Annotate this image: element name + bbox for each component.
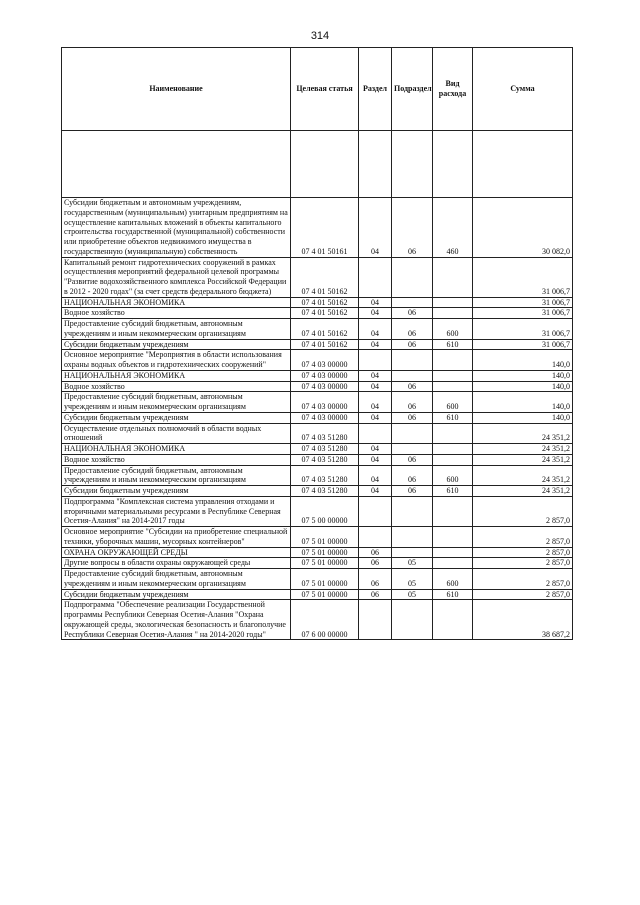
row-name: ОХРАНА ОКРУЖАЮЩЕЙ СРЕДЫ bbox=[62, 547, 291, 558]
table-row bbox=[62, 423, 573, 444]
row-vid: 600 bbox=[433, 465, 473, 486]
row-razdel: 06 bbox=[359, 558, 392, 569]
row-podrazdel: 05 bbox=[392, 589, 433, 600]
row-vid: 460 bbox=[433, 198, 473, 258]
row-sum: 140,0 bbox=[473, 392, 573, 413]
row-code: 07 4 01 50162 bbox=[291, 319, 359, 340]
row-razdel: 06 bbox=[359, 589, 392, 600]
row-code: 07 4 03 00000 bbox=[291, 392, 359, 413]
row-sum: 31 006,7 bbox=[473, 257, 573, 297]
table-row bbox=[62, 198, 573, 258]
table-header-row bbox=[62, 48, 573, 131]
header-name: Наименование bbox=[62, 48, 291, 131]
row-sum: 38 687,2 bbox=[473, 600, 573, 640]
spacer-cell bbox=[291, 131, 359, 198]
row-vid bbox=[433, 600, 473, 640]
row-code: 07 5 01 00000 bbox=[291, 569, 359, 590]
table-row bbox=[62, 319, 573, 340]
row-code: 07 4 03 00000 bbox=[291, 350, 359, 371]
row-podrazdel: 06 bbox=[392, 412, 433, 423]
row-vid bbox=[433, 257, 473, 297]
row-razdel: 04 bbox=[359, 381, 392, 392]
row-sum: 140,0 bbox=[473, 370, 573, 381]
row-podrazdel bbox=[392, 496, 433, 526]
table-row bbox=[62, 381, 573, 392]
row-sum: 2 857,0 bbox=[473, 589, 573, 600]
row-code: 07 4 01 50162 bbox=[291, 339, 359, 350]
spacer-cell bbox=[62, 131, 291, 198]
row-razdel: 04 bbox=[359, 319, 392, 340]
row-razdel: 04 bbox=[359, 308, 392, 319]
table-row bbox=[62, 589, 573, 600]
table-body bbox=[62, 131, 573, 640]
row-code: 07 4 01 50162 bbox=[291, 308, 359, 319]
table-row bbox=[62, 496, 573, 526]
row-podrazdel bbox=[392, 600, 433, 640]
row-code: 07 5 00 00000 bbox=[291, 496, 359, 526]
row-name: Водное хозяйство bbox=[62, 454, 291, 465]
row-razdel bbox=[359, 423, 392, 444]
row-sum: 2 857,0 bbox=[473, 496, 573, 526]
row-razdel bbox=[359, 257, 392, 297]
row-name: Подпрограмма "Обеспечение реализации Государственной программы Республики Северная Осетия-Алания "Охрана окружающей среды, экологическая безопасность и благополучие Республики Северная Осетия-Алания " на 2014-2020 годы" bbox=[62, 600, 291, 640]
header-razdel: Раздел bbox=[359, 48, 392, 131]
row-name: Водное хозяйство bbox=[62, 308, 291, 319]
row-vid bbox=[433, 547, 473, 558]
row-sum: 24 351,2 bbox=[473, 465, 573, 486]
row-sum: 140,0 bbox=[473, 381, 573, 392]
table-row bbox=[62, 569, 573, 590]
spacer-cell bbox=[473, 131, 573, 198]
row-sum: 31 006,7 bbox=[473, 297, 573, 308]
spacer-cell bbox=[359, 131, 392, 198]
row-vid: 610 bbox=[433, 589, 473, 600]
table-row bbox=[62, 600, 573, 640]
table-row bbox=[62, 350, 573, 371]
spacer-cell bbox=[433, 131, 473, 198]
row-vid bbox=[433, 496, 473, 526]
header-podrazdel: Подраздел bbox=[392, 48, 433, 131]
row-name: Субсидии бюджетным учреждениям bbox=[62, 486, 291, 497]
row-vid bbox=[433, 370, 473, 381]
table-row bbox=[62, 392, 573, 413]
row-vid bbox=[433, 423, 473, 444]
row-code: 07 4 01 50162 bbox=[291, 297, 359, 308]
table-row bbox=[62, 486, 573, 497]
row-razdel bbox=[359, 600, 392, 640]
row-sum: 140,0 bbox=[473, 412, 573, 423]
row-podrazdel: 06 bbox=[392, 319, 433, 340]
header-sum: Сумма bbox=[473, 48, 573, 131]
row-vid: 600 bbox=[433, 569, 473, 590]
row-podrazdel: 06 bbox=[392, 339, 433, 350]
row-code: 07 4 03 00000 bbox=[291, 381, 359, 392]
row-podrazdel: 05 bbox=[392, 558, 433, 569]
row-name: Другие вопросы в области охраны окружающей среды bbox=[62, 558, 291, 569]
row-code: 07 4 03 51280 bbox=[291, 423, 359, 444]
table-row bbox=[62, 558, 573, 569]
row-sum: 24 351,2 bbox=[473, 486, 573, 497]
row-razdel bbox=[359, 527, 392, 548]
row-vid bbox=[433, 350, 473, 371]
row-vid: 610 bbox=[433, 339, 473, 350]
table-row bbox=[62, 257, 573, 297]
row-podrazdel bbox=[392, 350, 433, 371]
row-name: Субсидии бюджетным учреждениям bbox=[62, 339, 291, 350]
row-razdel: 04 bbox=[359, 454, 392, 465]
row-razdel bbox=[359, 496, 392, 526]
row-name: Субсидии бюджетным и автономным учреждениям, государственным (муниципальным) унитарным предприятиям на осуществление капитальных вложений в объекты капитального строительства государственной (муниципальной) собственности или приобретение объектов недвижимого имущества в государственную (муниципальную) собственность bbox=[62, 198, 291, 258]
table-row bbox=[62, 308, 573, 319]
page-number: 314 bbox=[310, 30, 330, 42]
row-code: 07 4 01 50161 bbox=[291, 198, 359, 258]
row-razdel: 04 bbox=[359, 486, 392, 497]
header-code: Целевая статья bbox=[291, 48, 359, 131]
row-name: Субсидии бюджетным учреждениям bbox=[62, 412, 291, 423]
row-podrazdel bbox=[392, 370, 433, 381]
row-name: Субсидии бюджетным учреждениям bbox=[62, 589, 291, 600]
row-name: Осуществление отдельных полномочий в области водных отношений bbox=[62, 423, 291, 444]
row-name: Предоставление субсидий бюджетным, автономным учреждениям и иным некоммерческим организациям bbox=[62, 319, 291, 340]
row-podrazdel: 05 bbox=[392, 569, 433, 590]
spacer-row bbox=[62, 131, 573, 198]
table-row bbox=[62, 339, 573, 350]
row-podrazdel bbox=[392, 297, 433, 308]
row-code: 07 4 03 51280 bbox=[291, 444, 359, 455]
row-name: Предоставление субсидий бюджетным, автономным учреждениям и иным некоммерческим организациям bbox=[62, 569, 291, 590]
row-name: Подпрограмма "Комплексная система управления отходами и вторичными материальными ресурсами в Республике Северная Осетия-Алания" на 2014-2017 годы bbox=[62, 496, 291, 526]
table-row bbox=[62, 370, 573, 381]
row-razdel: 04 bbox=[359, 297, 392, 308]
row-code: 07 5 01 00000 bbox=[291, 558, 359, 569]
row-podrazdel: 06 bbox=[392, 392, 433, 413]
row-code: 07 4 03 00000 bbox=[291, 370, 359, 381]
row-sum: 2 857,0 bbox=[473, 558, 573, 569]
row-podrazdel: 06 bbox=[392, 198, 433, 258]
row-name: Основное мероприятие "Субсидии на приобретение специальной техники, уборочных машин, мусорных контейнеров" bbox=[62, 527, 291, 548]
row-vid: 610 bbox=[433, 486, 473, 497]
table-row bbox=[62, 454, 573, 465]
row-name: Водное хозяйство bbox=[62, 381, 291, 392]
row-name: Предоставление субсидий бюджетным, автономным учреждениям и иным некоммерческим организациям bbox=[62, 465, 291, 486]
row-sum: 24 351,2 bbox=[473, 423, 573, 444]
table-row bbox=[62, 444, 573, 455]
row-podrazdel bbox=[392, 423, 433, 444]
row-podrazdel: 06 bbox=[392, 486, 433, 497]
table-row bbox=[62, 547, 573, 558]
row-code: 07 5 01 00000 bbox=[291, 547, 359, 558]
row-name: Капитальный ремонт гидротехнических сооружений в рамках осуществления мероприятий федеральной целевой программы "Развитие водохозяйственного комплекса Российской Федерации в 2012 - 2020 годах" (за счет средств федерального бюджета) bbox=[62, 257, 291, 297]
row-razdel: 04 bbox=[359, 412, 392, 423]
row-vid bbox=[433, 444, 473, 455]
row-podrazdel bbox=[392, 547, 433, 558]
row-podrazdel bbox=[392, 257, 433, 297]
row-vid bbox=[433, 558, 473, 569]
row-code: 07 4 03 51280 bbox=[291, 465, 359, 486]
row-podrazdel bbox=[392, 444, 433, 455]
row-sum: 2 857,0 bbox=[473, 569, 573, 590]
row-vid bbox=[433, 527, 473, 548]
row-code: 07 5 01 00000 bbox=[291, 589, 359, 600]
spacer-cell bbox=[392, 131, 433, 198]
table-row bbox=[62, 527, 573, 548]
row-vid: 610 bbox=[433, 412, 473, 423]
row-name: НАЦИОНАЛЬНАЯ ЭКОНОМИКА bbox=[62, 297, 291, 308]
row-podrazdel: 06 bbox=[392, 454, 433, 465]
row-vid bbox=[433, 308, 473, 319]
row-razdel: 04 bbox=[359, 465, 392, 486]
table-row bbox=[62, 465, 573, 486]
row-vid: 600 bbox=[433, 319, 473, 340]
table-row bbox=[62, 297, 573, 308]
row-razdel: 04 bbox=[359, 339, 392, 350]
row-code: 07 5 01 00000 bbox=[291, 527, 359, 548]
row-razdel: 04 bbox=[359, 198, 392, 258]
header-vid: Вид расхода bbox=[433, 48, 473, 131]
row-name: НАЦИОНАЛЬНАЯ ЭКОНОМИКА bbox=[62, 370, 291, 381]
row-podrazdel: 06 bbox=[392, 381, 433, 392]
row-podrazdel bbox=[392, 527, 433, 548]
row-razdel: 04 bbox=[359, 370, 392, 381]
row-vid bbox=[433, 297, 473, 308]
row-razdel: 04 bbox=[359, 392, 392, 413]
budget-table bbox=[61, 47, 573, 640]
row-name: Основное мероприятие "Мероприятия в области использования охраны водных объектов и гидротехнических сооружений" bbox=[62, 350, 291, 371]
row-vid bbox=[433, 454, 473, 465]
row-razdel bbox=[359, 350, 392, 371]
row-razdel: 06 bbox=[359, 569, 392, 590]
row-code: 07 4 01 50162 bbox=[291, 257, 359, 297]
row-name: Предоставление субсидий бюджетным, автономным учреждениям и иным некоммерческим организациям bbox=[62, 392, 291, 413]
row-sum: 2 857,0 bbox=[473, 527, 573, 548]
row-sum: 24 351,2 bbox=[473, 454, 573, 465]
row-sum: 31 006,7 bbox=[473, 339, 573, 350]
row-podrazdel: 06 bbox=[392, 465, 433, 486]
row-vid bbox=[433, 381, 473, 392]
row-podrazdel: 06 bbox=[392, 308, 433, 319]
row-name: НАЦИОНАЛЬНАЯ ЭКОНОМИКА bbox=[62, 444, 291, 455]
row-razdel: 04 bbox=[359, 444, 392, 455]
row-code: 07 6 00 00000 bbox=[291, 600, 359, 640]
row-code: 07 4 03 00000 bbox=[291, 412, 359, 423]
table-row bbox=[62, 412, 573, 423]
row-code: 07 4 03 51280 bbox=[291, 486, 359, 497]
row-sum: 2 857,0 bbox=[473, 547, 573, 558]
row-sum: 24 351,2 bbox=[473, 444, 573, 455]
row-sum: 30 082,0 bbox=[473, 198, 573, 258]
row-vid: 600 bbox=[433, 392, 473, 413]
row-code: 07 4 03 51280 bbox=[291, 454, 359, 465]
row-sum: 31 006,7 bbox=[473, 308, 573, 319]
row-razdel: 06 bbox=[359, 547, 392, 558]
row-sum: 31 006,7 bbox=[473, 319, 573, 340]
row-sum: 140,0 bbox=[473, 350, 573, 371]
